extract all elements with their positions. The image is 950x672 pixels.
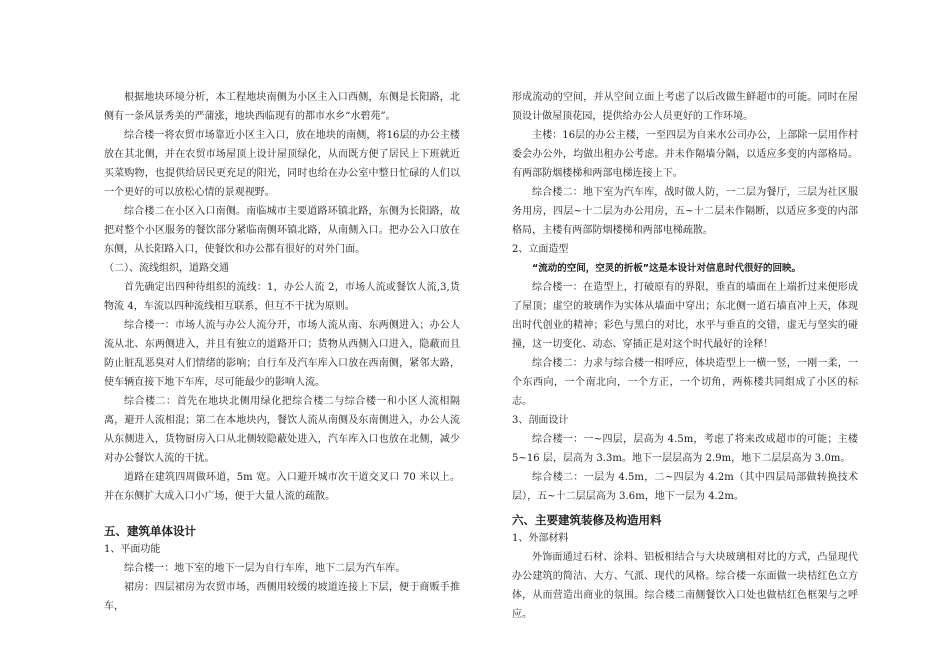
subsection-heading: 1、平面功能 — [104, 544, 161, 555]
paragraph: 外饰面通过石材、涂料、铝板相结合与大块玻璃相对比的方式，凸显现代办公建筑的简洁、大方、气派、现代的风格。综合楼一东面做一块桔红色立方体，从而营造出商业的氛围。综合楼二南侧餐饮入口处也做桔红色框架与之呼应。 — [512, 552, 858, 620]
paragraph: 综合楼二：一层为 4.5m，二~四层为 4.2m（其中四层局部做转换技术层），五~十二层层高为 3.6m，地下一层为 4.2m。 — [512, 472, 858, 502]
paragraph: 综合楼二：首先在地块北侧用绿化把综合楼二与综合楼一和小区人流相隔离，避开人流相混；第二在本地块内，餐饮人流从南侧及东南侧进入，办公人流从东侧进入，货物厨房入口从北侧较隐蔽处进入，汽车库入口也放在北侧，减少对办公餐饮人流的干扰。 — [104, 396, 460, 464]
paragraph: 裙房：四层裙房为农贸市场，西侧用较缓的坡道连接上下层，便于商贩手推车， — [104, 582, 460, 612]
paragraph: 综合楼二：力求与综合楼一相呼应，体块造型上一横一竖，一刚一柔，一个东西向，一个南北向，一个方正，一个切角，两栋楼共同组成了小区的标志。 — [512, 358, 858, 407]
quote: “流动的空间，空灵的折板”这是本设计对信息时代很好的回映。 — [532, 263, 801, 274]
paragraph: 道路在建筑四周做环道，5m 宽。入口避开城市次干道交叉口 70 米以上。并在东侧扩大成入口小广场，便于大量人流的疏散。 — [104, 472, 460, 502]
section-heading: 六、主要建筑装修及构造用料 — [512, 513, 662, 527]
section-heading: 五、建筑单体设计 — [104, 524, 196, 538]
paragraph: 综合楼一：在造型上，打破原有的界限，垂直的墙面在上端折过来便形成了屋顶；虚空的玻璃作为实体从墙面中穿出；东北侧一道石墙直冲上天，体现出时代创业的精神；彩色与黑白的对比，水平与垂直的交错，虚无与坚实的碰撞，这一切变化、动态、穿插正是对这个时代最好的诠释！ — [512, 282, 858, 350]
paragraph: 综合楼一：一~四层，层高为 4.5m，考虑了将来改成超市的可能；主楼 5~16 层，层高为 3.3m。地下一层层高为 2.9m，地下二层层高为 3.0m。 — [512, 434, 858, 464]
left-column — [104, 88, 460, 616]
paragraph: 根据地块环境分析，本工程地块南侧为小区主入口西侧，东侧是长阳路，北侧有一条风景秀美的严蒲涨，地块西临现有的都市水乡“水碧苑”。 — [104, 92, 460, 122]
paragraph: 首先确定出四种待组织的流线：1，办公人流 2，市场人流或餐饮人流,3,货物流 4，车流以四种流线相互联系，但互不干扰为原则。 — [104, 282, 460, 312]
subsection-heading: 1、外部材料 — [512, 533, 569, 544]
paragraph: 主楼：16层的办公主楼，一至四层为自来水公司办公，上部除一层用作村委会办公外，均做出租办公考虑。并未作隔墙分隔，以适应多变的内部格局。有两部防烟楼梯和两部电梯连接上下。 — [512, 130, 858, 179]
paragraph: 综合楼二在小区入口南侧。南临城市主要道路环镇北路，东侧为长阳路，故把对整个小区服务的餐饮部分紧临南侧环镇北路，从南侧入口。把办公入口放在东侧，从长阳路入口，使餐饮和办公都有很好的对外门面。 — [104, 206, 460, 255]
subsection-heading: 3、剖面设计 — [512, 415, 569, 426]
subsection-heading: 2、立面造型 — [512, 244, 569, 255]
paragraph: 综合楼一将农贸市场靠近小区主入口，放在地块的南侧，将16层的办公主楼放在其北侧，并在农贸市场屋顶上设计屋顶绿化，从而既方便了居民上下班就近买菜购物，也提供给居民更充足的阳光，同时也给在办公室中整日忙碌的人们以一个更好的可以放松心情的景观视野。 — [104, 130, 460, 198]
paragraph: 综合楼二：地下室为汽车库，战时做人防，一二层为餐厅，三层为社区服务用房，四层~十二层为办公用房，五~十二层未作隔断，以适应多变的内部格局，主楼有两部防烟楼梯和两部电梯疏散。 — [512, 187, 858, 236]
paragraph: 形成流动的空间，并从空间立面上考虑了以后改做生鲜超市的可能。同时在屋顶设计做屋顶花园，提供给办公人员更好的工作环境。 — [512, 92, 858, 122]
paragraph: 综合楼一：市场人流与办公人流分开，市场人流从南、东两侧进入；办公人流从北、东两侧进入，并且有独立的道路开口；货物从西侧入口进入，隐蔽而且防止脏乱恶臭对人们情绪的影响；自行车及汽车库入口放在西南侧，紧邻大路，使车辆直接下地下车库，尽可能最少的影响人流。 — [104, 320, 460, 388]
right-column — [512, 88, 858, 624]
subsection-heading: （二）、流线组织，道路交通 — [104, 263, 229, 274]
paragraph: 综合楼一：地下室的地下一层为自行车库，地下二层为汽车库。 — [124, 563, 406, 574]
